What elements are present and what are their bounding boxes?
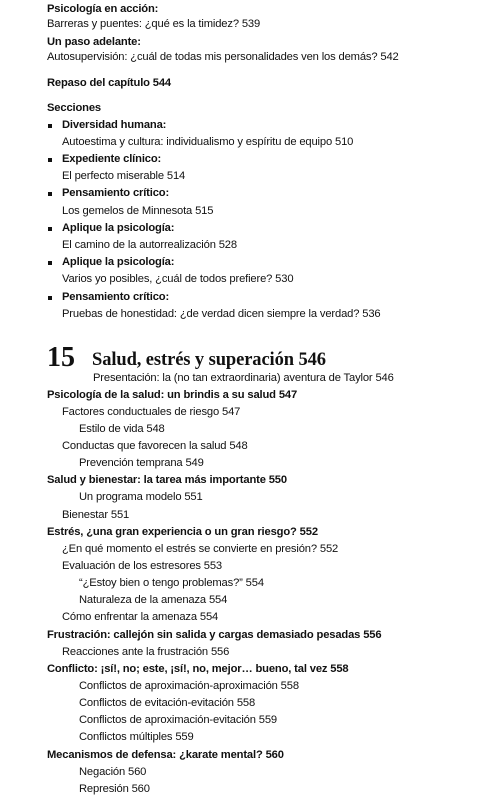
toc-heading: Pensamiento crítico: xyxy=(62,187,170,199)
toc-entry: Autosupervisión: ¿cuál de todas mis personalidades ven los demás? 542 xyxy=(47,51,399,63)
bullet-icon xyxy=(48,227,52,231)
toc-heading: Secciones xyxy=(47,102,101,114)
toc-heading: Diversidad humana: xyxy=(62,119,167,131)
toc-heading: Aplique la psicología: xyxy=(62,222,175,234)
toc-entry: Prevención temprana 549 xyxy=(79,457,204,469)
toc-heading: Aplique la psicología: xyxy=(62,256,175,268)
toc-heading: Un paso adelante: xyxy=(47,36,141,48)
toc-entry: ¿En qué momento el estrés se convierte en presión? 552 xyxy=(62,543,339,555)
toc-entry: Barreras y puentes: ¿qué es la timidez? 539 xyxy=(47,18,261,30)
toc-entry: Conductas que favorecen la salud 548 xyxy=(62,440,248,452)
toc-entry: Cómo enfrentar la amenaza 554 xyxy=(62,611,219,623)
toc-entry: Naturaleza de la amenaza 554 xyxy=(79,594,228,606)
chapter-number: 15 xyxy=(47,342,75,373)
toc-entry: Un programa modelo 551 xyxy=(79,491,203,503)
toc-entry: Autoestima y cultura: individualismo y espíritu de equipo 510 xyxy=(62,136,354,148)
toc-entry: Negación 560 xyxy=(79,766,147,778)
toc-entry: Presentación: la (no tan extraordinaria) aventura de Taylor 546 xyxy=(93,372,394,384)
toc-entry: Reacciones ante la frustración 556 xyxy=(62,646,230,658)
bullet-icon xyxy=(48,124,52,128)
toc-entry: Represión 560 xyxy=(79,783,150,795)
toc-entry: Bienestar 551 xyxy=(62,509,130,521)
toc-entry: El camino de la autorrealización 528 xyxy=(62,239,237,251)
toc-entry: Conflictos de aproximación-evitación 559 xyxy=(79,714,277,726)
bullet-icon xyxy=(48,192,52,196)
toc-entry: “¿Estoy bien o tengo problemas?” 554 xyxy=(79,577,264,589)
toc-heading: Pensamiento crítico: xyxy=(62,291,170,303)
toc-entry: Conflictos de evitación-evitación 558 xyxy=(79,697,256,709)
chapter-title: Salud, estrés y superación 546 xyxy=(92,350,326,370)
toc-heading: Expediente clínico: xyxy=(62,153,162,165)
toc-entry: Factores conductuales de riesgo 547 xyxy=(62,406,241,418)
bullet-icon xyxy=(48,261,52,265)
toc-entry: Evaluación de los estresores 553 xyxy=(62,560,223,572)
bullet-icon xyxy=(48,158,52,162)
toc-entry: Conflictos múltiples 559 xyxy=(79,731,194,743)
toc-entry: Los gemelos de Minnesota 515 xyxy=(62,205,214,217)
toc-heading: Estrés, ¿una gran experiencia o un gran riesgo? 552 xyxy=(47,526,318,538)
toc-entry: Conflictos de aproximación-aproximación 558 xyxy=(79,680,299,692)
toc-entry: Pruebas de honestidad: ¿de verdad dicen siempre la verdad? 536 xyxy=(62,308,381,320)
toc-heading: Frustración: callejón sin salida y cargas demasiado pesadas 556 xyxy=(47,629,382,641)
toc-heading: Conflicto: ¡sí!, no; este, ¡sí!, no, mejor… bueno, tal vez 558 xyxy=(47,663,349,675)
toc-heading: Repaso del capítulo 544 xyxy=(47,77,172,89)
toc-entry: Varios yo posibles, ¿cuál de todos prefiere? 530 xyxy=(62,273,294,285)
toc-heading: Mecanismos de defensa: ¿karate mental? 560 xyxy=(47,749,284,761)
toc-entry: Estilo de vida 548 xyxy=(79,423,165,435)
toc-entry: El perfecto miserable 514 xyxy=(62,170,186,182)
bullet-icon xyxy=(48,296,52,300)
toc-heading: Psicología en acción: xyxy=(47,3,159,15)
toc-heading: Psicología de la salud: un brindis a su salud 547 xyxy=(47,389,298,401)
toc-heading: Salud y bienestar: la tarea más importante 550 xyxy=(47,474,287,486)
